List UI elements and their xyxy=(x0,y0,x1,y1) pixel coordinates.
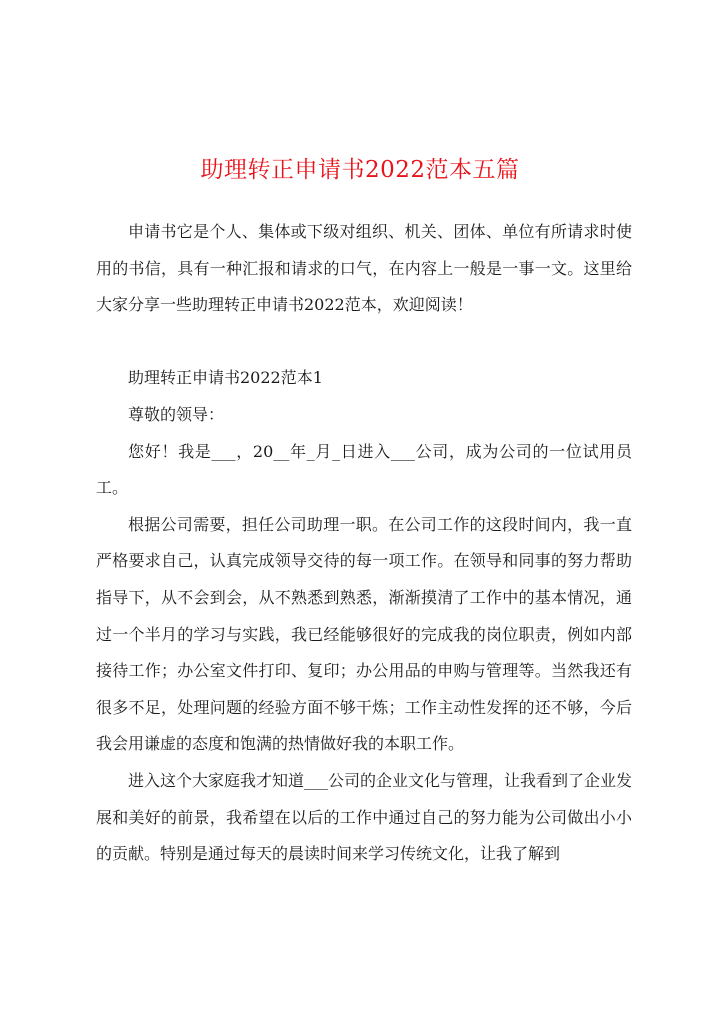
section-heading: 助理转正申请书2022范本1 xyxy=(128,368,323,388)
document-title: 助理转正申请书2022范本五篇 xyxy=(200,157,520,183)
body-paragraph: 进入这个大家庭我才知道___公司的企业文化与管理，让我看到了企业发展和美好的前景，我希望在以后的工作中通过自己的努力能为公司做出小小的贡献。特别是通过每天的晨读时间来学习传统文化，让我了解到 xyxy=(96,770,633,864)
salutation: 尊敬的领导： xyxy=(128,404,225,424)
greeting-paragraph: 您好！我是___，20__年_月_日进入___公司，成为公司的一位试用员工。 xyxy=(96,441,632,498)
intro-paragraph: 申请书它是个人、集体或下级对组织、机关、团体、单位有所请求时使用的书信，具有一种汇报和请求的口气，在内容上一般是一事一文。这里给大家分享一些助理转正申请书2022范本，欢迎阅读！ xyxy=(96,222,632,315)
document-body xyxy=(96,214,632,873)
body-paragraph: 根据公司需要，担任公司助理一职。在公司工作的这段时间内，我一直严格要求自己，认真完成领导交待的每一项工作。在领导和同事的努力帮助指导下，从不会到会，从不熟悉到熟悉，渐渐摸清了工作中的基本情况，通过一个半月的学习与实践，我已经能够很好的完成我的岗位职责，例如内部接待工作；办公室文件打印、复印；办公用品的申购与管理等。当然我还有很多不足，处理问题的经验方面不够干炼；工作主动性发挥的还不够，今后我会用谦虚的态度和饱满的热情做好我的本职工作。 xyxy=(96,514,632,754)
